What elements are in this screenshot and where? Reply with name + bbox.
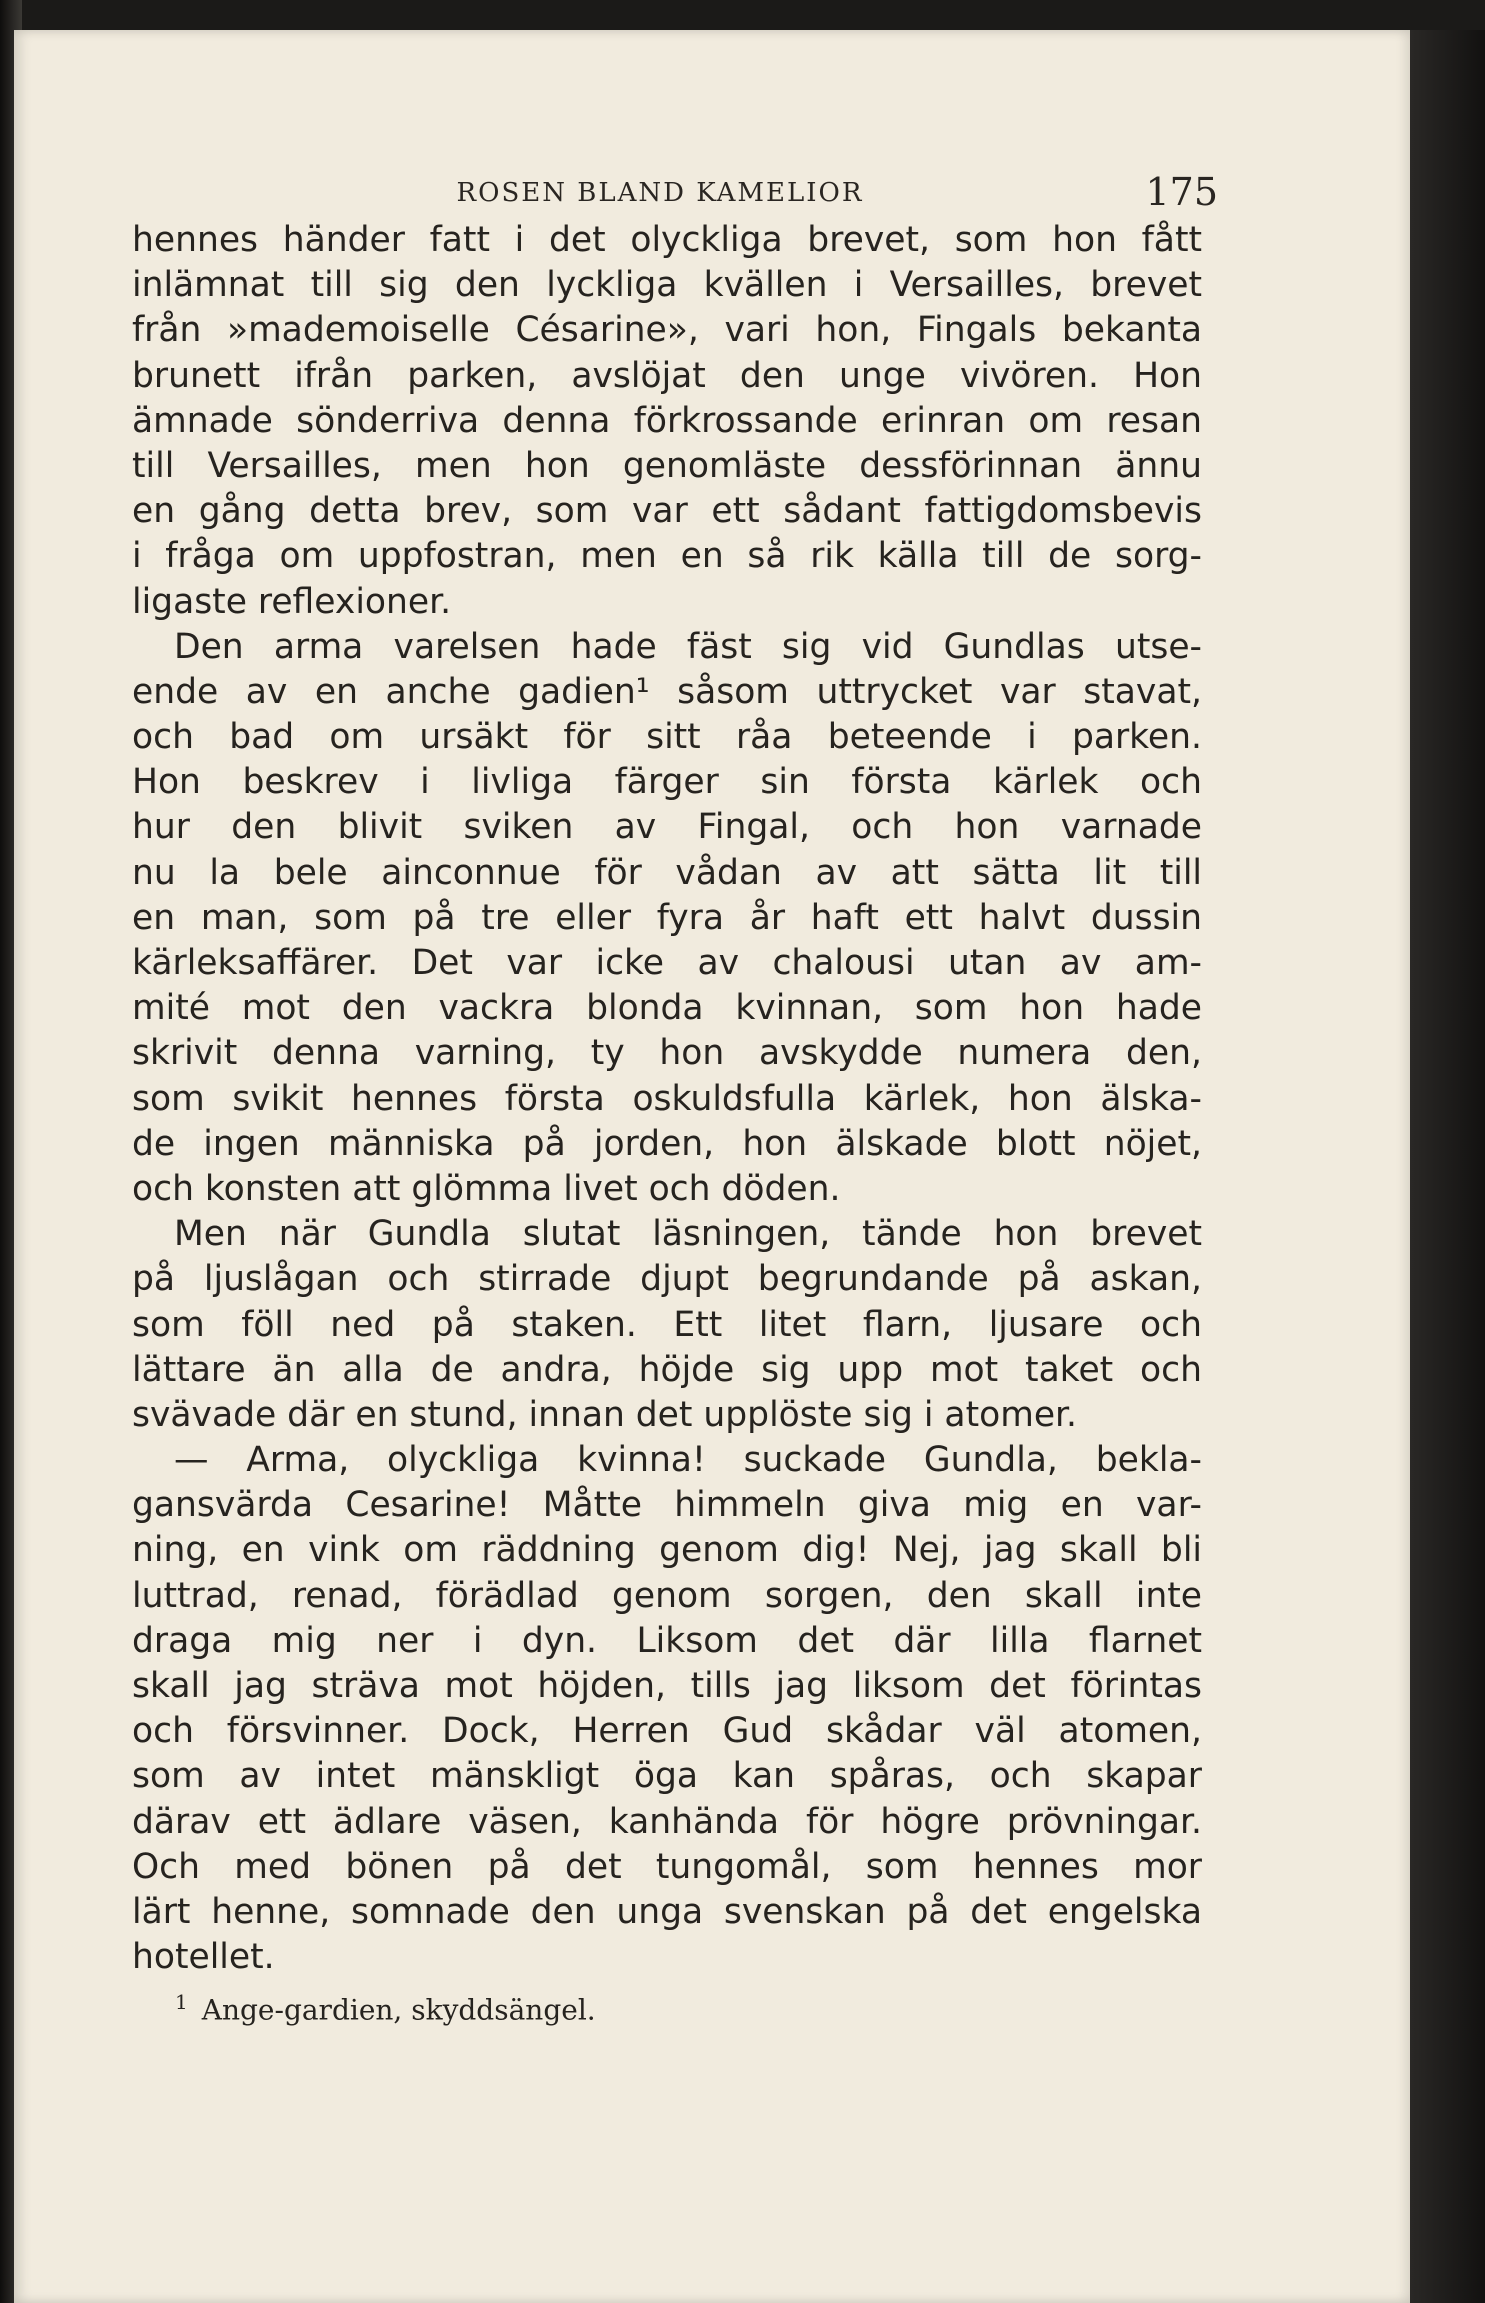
text-line: ning, en vink om räddning genom dig! Nej, jag skall bli bbox=[132, 1530, 1202, 1571]
text-line: draga mig ner i dyn. Liksom det där lilla flarnet bbox=[132, 1620, 1202, 1661]
page-number: 175 bbox=[1145, 170, 1218, 214]
text-line: en gång detta brev, som var ett sådant fattigdomsbevis bbox=[132, 491, 1202, 532]
text-line: brunett ifrån parken, avslöjat den unge vivören. Hon bbox=[132, 355, 1202, 396]
text-line: och försvinner. Dock, Herren Gud skådar väl atomen, bbox=[132, 1711, 1202, 1752]
text-line: mité mot den vackra blonda kvinnan, som hon hade bbox=[132, 988, 1202, 1029]
footnote-text: Ange-gardien, skyddsängel. bbox=[201, 1993, 596, 2027]
text-line: — Arma, olyckliga kvinna! suckade Gundla, bekla- bbox=[174, 1440, 1202, 1481]
text-line: i fråga om uppfostran, men en så rik källa till de sorg- bbox=[132, 536, 1202, 577]
text-line: hur den blivit sviken av Fingal, och hon varnade bbox=[132, 807, 1202, 848]
text-line: gansvärda Cesarine! Måtte himmeln giva mig en var- bbox=[132, 1485, 1202, 1526]
text-line: och konsten att glömma livet och döden. bbox=[132, 1168, 841, 1209]
page-edge bbox=[1410, 30, 1485, 2303]
footnote bbox=[175, 1990, 596, 2026]
text-line: skrivit denna varning, ty hon avskydde numera den, bbox=[132, 1033, 1202, 1074]
text-line: Och med bönen på det tungomål, som hennes mor bbox=[132, 1846, 1202, 1887]
text-line: hotellet. bbox=[132, 1937, 275, 1978]
text-line: på ljuslågan och stirrade djupt begrundande på askan, bbox=[132, 1259, 1202, 1300]
text-line: luttrad, renad, förädlad genom sorgen, den skall inte bbox=[132, 1575, 1202, 1616]
page-header bbox=[110, 170, 1218, 220]
text-line: ämnade sönderriva denna förkrossande erinran om resan bbox=[132, 400, 1202, 441]
text-line: skall jag sträva mot höjden, tills jag liksom det förintas bbox=[132, 1666, 1202, 1706]
text-line: som svikit hennes första oskuldsfulla kärlek, hon älska- bbox=[132, 1078, 1202, 1119]
footnote-mark: 1 bbox=[175, 1990, 188, 2014]
text-line: som föll ned på staken. Ett litet flarn, ljusare och bbox=[132, 1304, 1202, 1345]
text-line: de ingen människa på jorden, hon älskade blott nöjet, bbox=[132, 1123, 1202, 1164]
text-line: lättare än alla de andra, höjde sig upp mot taket och bbox=[132, 1349, 1202, 1390]
text-line: och bad om ursäkt för sitt råa beteende i parken. bbox=[132, 717, 1202, 758]
text-line: ligaste reflexioner. bbox=[132, 581, 452, 622]
text-line: nu la bele ainconnue för vådan av att sätta lit till bbox=[132, 852, 1202, 893]
text-line: till Versailles, men hon genomläste dessförinnan ännu bbox=[132, 445, 1202, 486]
text-line: Men när Gundla slutat läsningen, tände hon brevet bbox=[174, 1214, 1202, 1255]
text-line: svävade där en stund, innan det upplöste sig i atomer. bbox=[132, 1394, 1078, 1435]
text-line: från »mademoiselle Césarine», vari hon, Fingals bekanta bbox=[132, 310, 1202, 351]
text-line: som av intet mänskligt öga kan spåras, och skapar bbox=[132, 1756, 1202, 1797]
text-line: kärleksaffärer. Det var icke av chalousi utan av am- bbox=[132, 943, 1202, 983]
text-line: lärt henne, somnade den unga svenskan på det engelska bbox=[132, 1891, 1202, 1932]
running-title: ROSEN BLAND KAMELIOR bbox=[456, 178, 864, 208]
text-line: inlämnat till sig den lyckliga kvällen i Versailles, brevet bbox=[132, 265, 1202, 306]
text-line: hennes händer fatt i det olyckliga brevet, som hon fått bbox=[132, 220, 1202, 260]
text-line: en man, som på tre eller fyra år haft ett halvt dussin bbox=[132, 897, 1202, 938]
text-line: Hon beskrev i livliga färger sin första kärlek och bbox=[132, 762, 1202, 803]
text-line: ende av en anche gadien¹ såsom uttrycket var stavat, bbox=[132, 671, 1202, 712]
text-line: därav ett ädlare väsen, kanhända för högre prövningar. bbox=[132, 1801, 1202, 1842]
body-text bbox=[132, 218, 1202, 1980]
text-line: Den arma varelsen hade fäst sig vid Gundlas utse- bbox=[174, 626, 1202, 667]
